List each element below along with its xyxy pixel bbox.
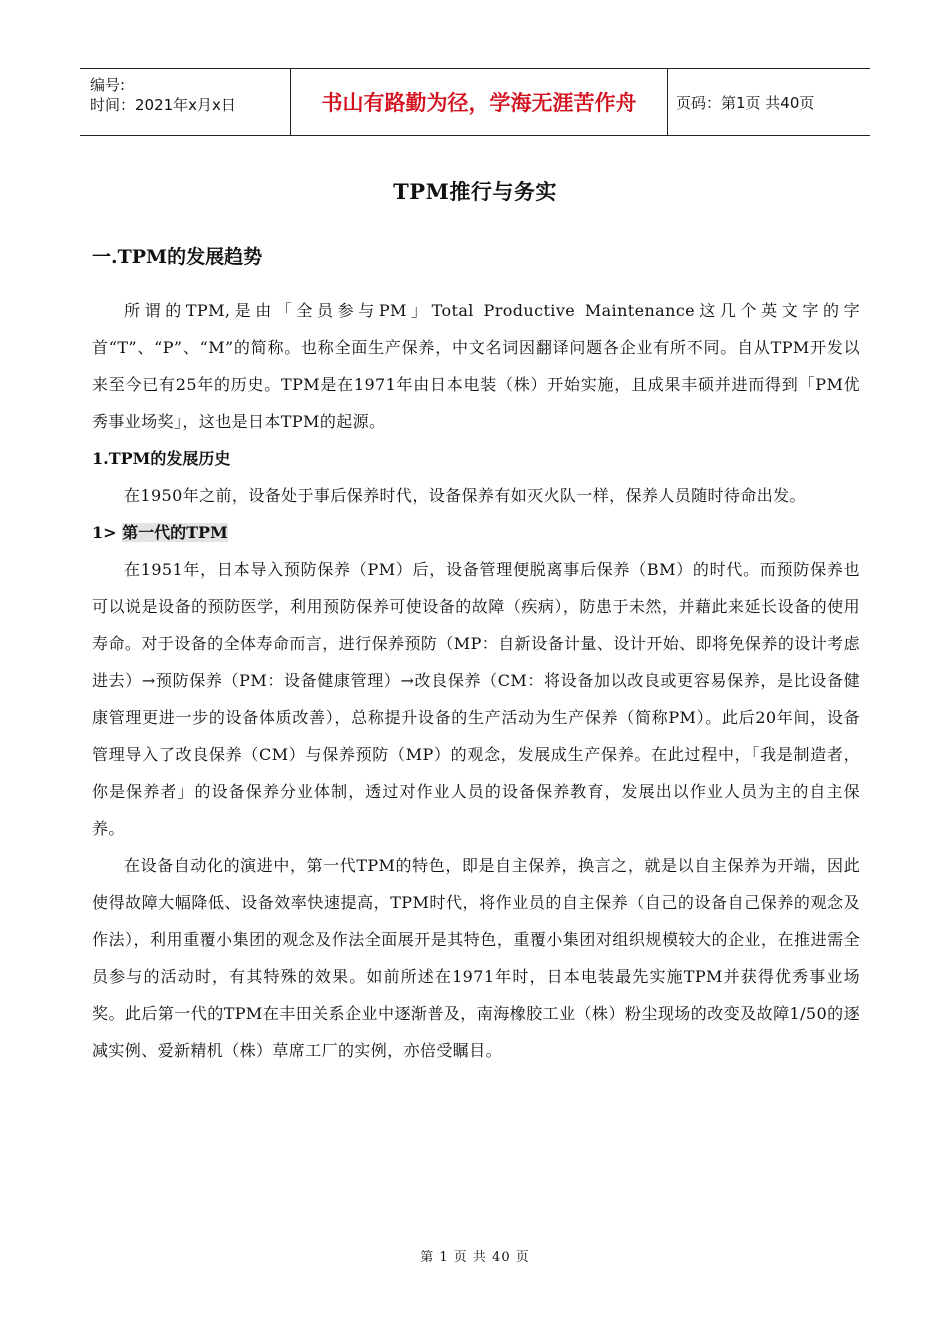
first-gen-paragraph-2: 在设备自动化的演进中，第一代TPM的特色，即是自主保养，换言之，就是以自主保养为开端，因此使得故障大幅降低、设备效率快速提高，TPM时代，将作业员的自主保养（自己的设备自己保养的观念及作法），利用重覆小集团的观念及作法全面展开是其特色，重覆小集团对组织规模较大的企业，在推进需全员参与的活动时，有其特殊的效果。如前所述在1971年时，日本电装最先实施TPM并获得优秀事业场奖。此后第一代的TPM在丰田关系企业中逐渐普及，南海橡胶工业（株）粉尘现场的改变及故障1/50的逐减实例、爱新精机（株）草席工厂的实例，亦倍受瞩目。 [92,856,860,1060]
document-body [92,292,860,1069]
page-header [80,68,870,136]
sub-heading-first-gen-text: 第一代的TPM [122,523,228,542]
sub-heading-first-gen-prefix: 1> [92,523,123,542]
section-heading: 一.TPM的发展趋势 [92,246,263,268]
header-number-label: 编号: [90,76,126,94]
header-time-label: 时间：2021年x月x日 [90,96,236,114]
sub-heading-first-gen [92,514,860,551]
sub-heading-history: 1.TPM的发展历史 [92,449,231,468]
header-motto: 书山有路勤为径，学海无涯苦作舟 [291,69,668,136]
header-page-info: 页码：第1页 共40页 [668,69,871,136]
header-meta [80,69,291,136]
first-gen-paragraph-1: 在1951年，日本导入预防保养（PM）后，设备管理便脱离事后保养（BM）的时代。而预防保养也可以说是设备的预防医学，利用预防保养可使设备的故障（疾病），防患于未然，并藉此来延长设备的使用寿命。对于设备的全体寿命而言，进行保养预防（MP：自新设备计量、设计开始、即将免保养的设计考虑进去）→预防保养（PM：设备健康管理）→改良保养（CM：将设备加以改良或更容易保养，是比设备健康管理更进一步的设备体质改善），总称提升设备的生产活动为生产保养（简称PM）。此后20年间，设备管理导入了改良保养（CM）与保养预防（MP）的观念，发展成生产保养。在此过程中，「我是制造者，你是保养者」的设备保养分业体制，透过对作业人员的设备保养教育，发展出以作业人员为主的自主保养。 [92,560,860,838]
document-title: TPM推行与务实 [393,179,557,204]
page-footer: 第 1 页 共 40 页 [420,1250,530,1265]
history-paragraph: 在1950年之前，设备处于事后保养时代，设备保养有如灭火队一样，保养人员随时待命出发。 [124,486,806,505]
intro-paragraph: 所谓的TPM,是由「全员参与PM」Total Productive Maintenance这几个英文字的字首“T”、“P”、“M”的简称。也称全面生产保养，中文名词因翻译问题各企业有所不同。自从TPM开发以来至今已有25年的历史。TPM是在1971年由日本电装（株）开始实施，且成果丰硕并进而得到「PM优秀事业场奖」，这也是日本TPM的起源。 [92,301,860,431]
